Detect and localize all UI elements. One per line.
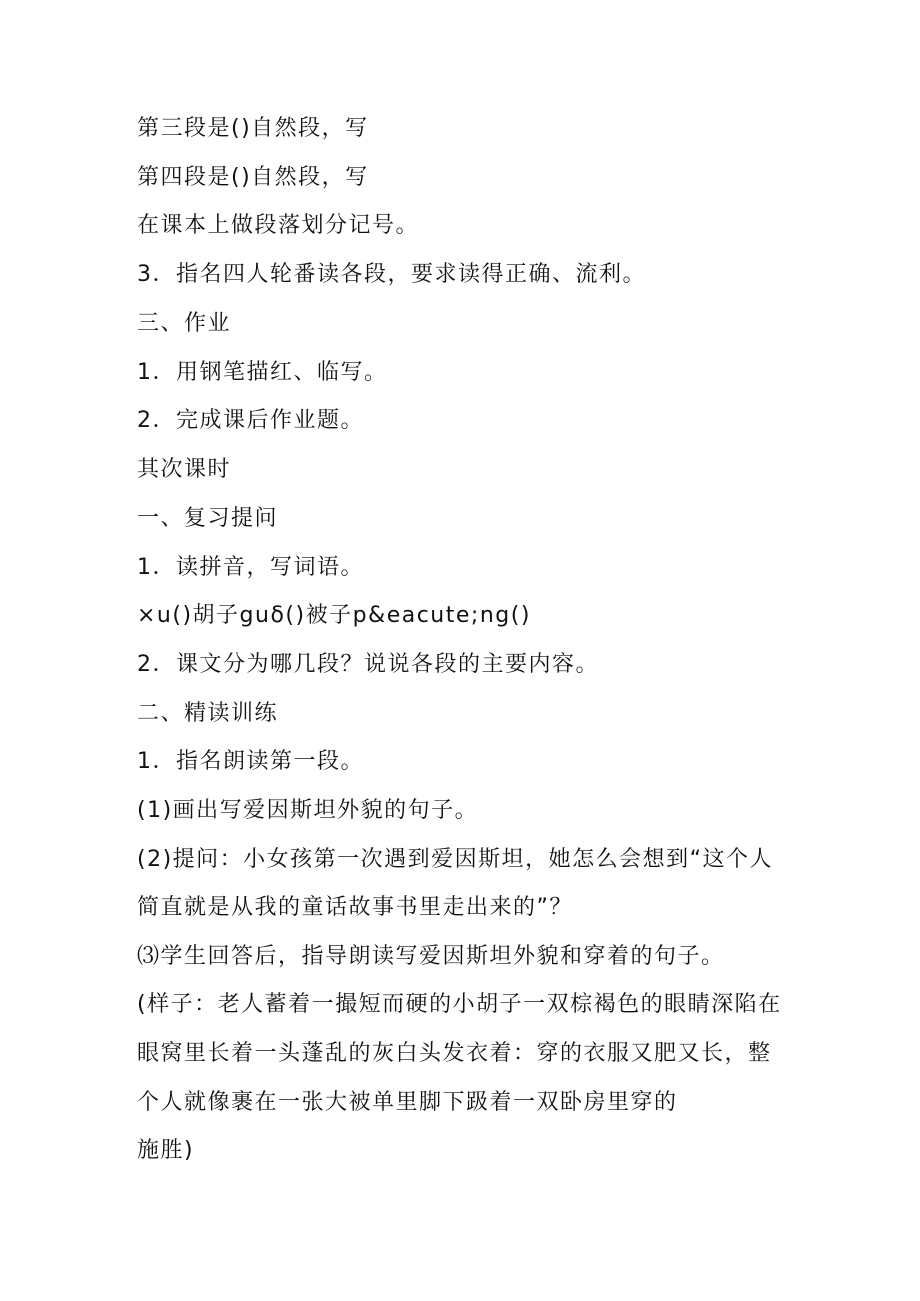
section-heading: 三、作业 <box>137 311 232 336</box>
text-line: (2)提问：小女孩第一次遇到爱因斯坦，她怎么会想到“这个人 <box>137 847 774 872</box>
text-line: 眼窝里长着一头蓬乱的灰白头发衣着：穿的衣服又肥又长，整 <box>137 1041 772 1066</box>
text-line: 1．读拼音，写词语。 <box>137 555 364 580</box>
text-line: 第四段是()自然段，写 <box>137 165 369 190</box>
text-line: 3．指名四人轮番读各段，要求读得正确、流利。 <box>137 262 646 287</box>
text-line: 个人就像裹在一张大被单里脚下趿着一双卧房里穿的 <box>137 1090 678 1115</box>
text-line: 1．用钢笔描红、临写。 <box>137 360 388 385</box>
text-line: ⑶学生回答后，指导朗读写爱因斯坦外貌和穿着的句子。 <box>137 944 725 969</box>
text-line: 2．完成课后作业题。 <box>137 408 364 433</box>
section-heading: 一、复习提问 <box>137 506 279 531</box>
text-line: 简直就是从我的童话故事书里走出来的”？ <box>137 895 573 920</box>
text-line: 施胜) <box>137 1138 195 1163</box>
text-line: 在课本上做段落划分记号。 <box>137 213 420 238</box>
text-line: 第三段是()自然段，写 <box>137 116 369 141</box>
pinyin-exercise: ×u()胡子guδ()被子p&eacute;ng() <box>137 603 531 628</box>
text-line: (样子：老人蓄着一撮短而硬的小胡子一双棕褐色的眼睛深陷在 <box>137 992 782 1017</box>
text-line: (1)画出写爱因斯坦外貌的句子。 <box>137 798 479 823</box>
lesson-heading: 其次课时 <box>137 457 232 482</box>
text-line: 1．指名朗读第一段。 <box>137 749 364 774</box>
section-heading: 二、精读训练 <box>137 701 279 726</box>
text-line: 2．课文分为哪几段？说说各段的主要内容。 <box>137 652 599 677</box>
